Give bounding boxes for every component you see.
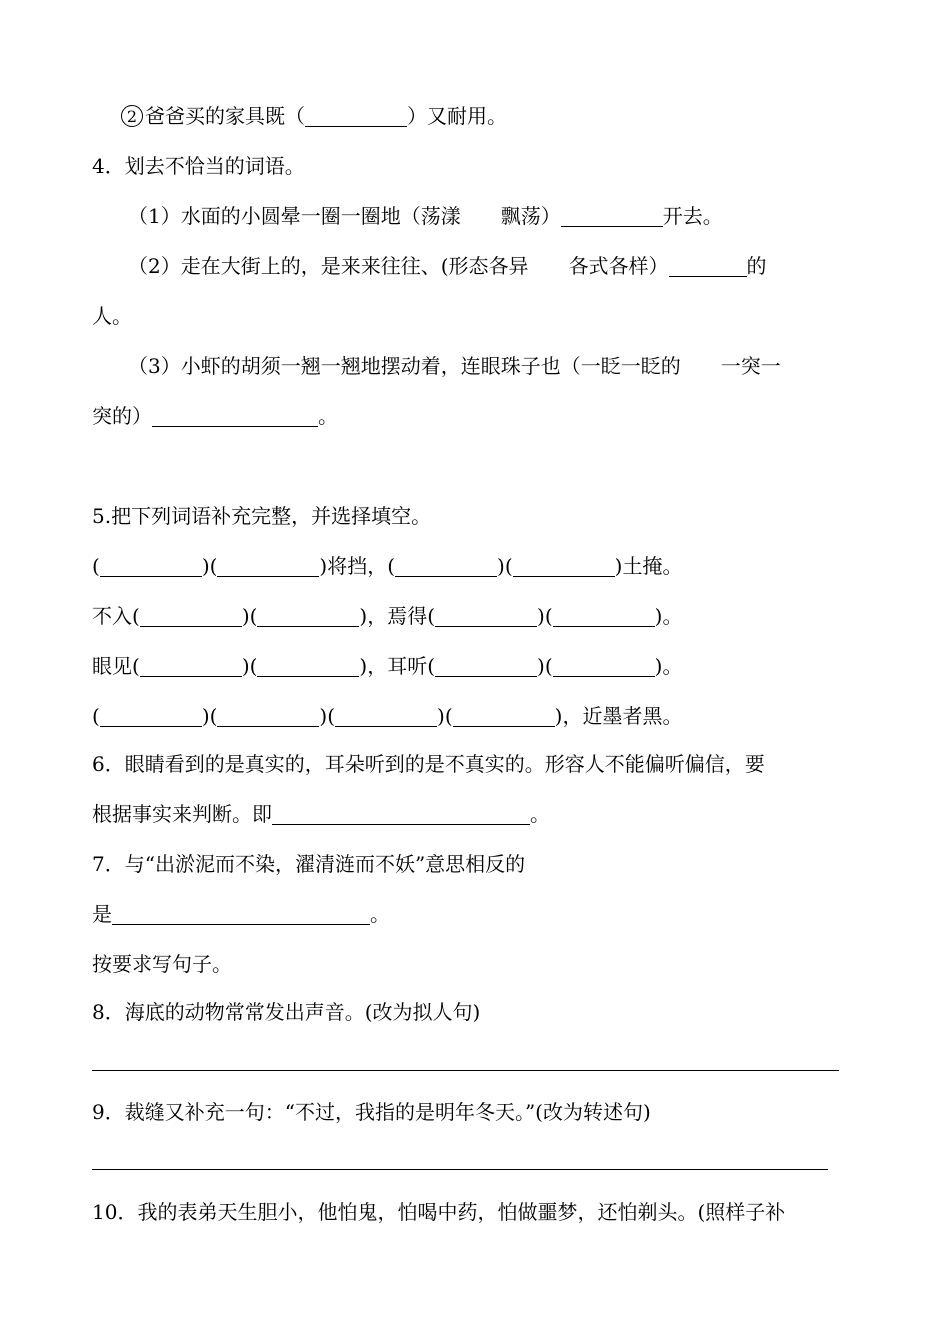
paren: ( [92, 704, 100, 728]
q6-line1: 6．眼睛看到的是真实的，耳朵听到的是不真实的。形容人不能偏听偏信，要 [92, 752, 765, 776]
q5-line1-end: )土掩。 [614, 554, 683, 578]
paren: )( [241, 654, 258, 678]
q4-item1-end: 开去。 [662, 204, 723, 228]
q4-item3-text: 突的） [92, 404, 152, 428]
q5-line2-mid: )，焉得( [359, 604, 436, 628]
q5-line3-end: )。 [654, 654, 683, 678]
q5-line3-mid: )，耳听( [359, 654, 436, 678]
answer-blank[interactable] [553, 656, 655, 677]
q8-text: 8．海底的动物常常发出声音。(改为拟人句) [92, 1000, 481, 1024]
q5-line2 [92, 604, 682, 628]
answer-blank[interactable] [100, 556, 202, 577]
answer-blank[interactable] [305, 106, 407, 127]
q4-item2-text: （2）走在大街上的，是来来往往、(形态各异 各式各样） [128, 254, 669, 278]
q9-answer-line[interactable] [92, 1169, 828, 1170]
q4-item2-end: 的 [746, 254, 767, 278]
answer-blank[interactable] [435, 656, 537, 677]
q5-line2-start: 不入( [92, 604, 140, 628]
q4-item2 [128, 254, 767, 278]
answer-blank[interactable] [217, 556, 319, 577]
paren: )( [319, 704, 336, 728]
q3-item2 [121, 104, 507, 128]
q4-item3: （3）小虾的胡须一翘一翘地摆动着，连眼珠子也（一眨一眨的 一突一 [128, 354, 781, 378]
answer-blank[interactable] [553, 606, 655, 627]
q7-line2-text: 是 [92, 902, 112, 926]
answer-blank[interactable] [140, 656, 242, 677]
q5-line1 [92, 554, 682, 578]
section-title: 按要求写句子。 [92, 952, 232, 976]
answer-blank[interactable] [669, 256, 747, 277]
q6-line2-end: 。 [530, 802, 550, 826]
q4-item3-cont [92, 404, 338, 428]
q4-item3-end: 。 [318, 404, 338, 428]
answer-blank[interactable] [100, 706, 202, 727]
answer-blank[interactable] [395, 556, 497, 577]
answer-blank[interactable] [272, 804, 530, 825]
q10-text: 10．我的表弟天生胆小，他怕鬼，怕喝中药，怕做噩梦，还怕剃头。(照样子补 [92, 1200, 786, 1224]
q5-line2-end: )。 [654, 604, 683, 628]
q7-line1: 7．与“出淤泥而不染，濯清涟而不妖”意思相反的 [92, 852, 526, 876]
paren: )( [537, 604, 553, 628]
q6-line2 [92, 802, 550, 826]
answer-blank[interactable] [257, 656, 359, 677]
q7-line2-end: 。 [370, 902, 390, 926]
q5-line1-mid: )将挡，( [319, 554, 396, 578]
answer-blank[interactable] [335, 706, 437, 727]
answer-blank[interactable] [561, 206, 663, 227]
q5-line4 [92, 704, 682, 728]
answer-blank[interactable] [112, 904, 370, 925]
paren: )( [497, 554, 513, 578]
q4-item2-cont: 人。 [92, 304, 132, 328]
q4-item1 [128, 204, 723, 228]
q5-line4-end: )，近墨者黑。 [554, 704, 683, 728]
paren: )( [537, 654, 553, 678]
paren: ( [92, 554, 100, 578]
q8-answer-line[interactable] [92, 1070, 839, 1071]
answer-blank[interactable] [453, 706, 555, 727]
q4-title: 4．划去不恰当的词语。 [92, 154, 305, 178]
q5-line3-start: 眼见( [92, 654, 140, 678]
paren: )( [241, 604, 258, 628]
answer-blank[interactable] [140, 606, 242, 627]
q3-item2-text-a: 爸爸买的家具既（ [145, 104, 305, 128]
paren: )( [201, 554, 218, 578]
answer-blank[interactable] [435, 606, 537, 627]
q5-title: 5.把下列词语补充完整，并选择填空。 [92, 504, 432, 528]
answer-blank[interactable] [513, 556, 615, 577]
answer-blank[interactable] [152, 406, 318, 427]
q7-line2 [92, 902, 390, 926]
q5-line3 [92, 654, 682, 678]
q4-item1-text: （1）水面的小圆晕一圈一圈地（荡漾 飘荡） [128, 204, 561, 228]
answer-blank[interactable] [257, 606, 359, 627]
q6-line2-text: 根据事实来判断。即 [92, 802, 272, 826]
paren: )( [201, 704, 218, 728]
q9-text: 9．裁缝又补充一句：“不过，我指的是明年冬天。”(改为转述句) [92, 1100, 651, 1124]
circled-number: 2 [121, 105, 143, 127]
paren: )( [437, 704, 453, 728]
q3-item2-text-b: ）又耐用。 [407, 104, 507, 128]
answer-blank[interactable] [217, 706, 319, 727]
